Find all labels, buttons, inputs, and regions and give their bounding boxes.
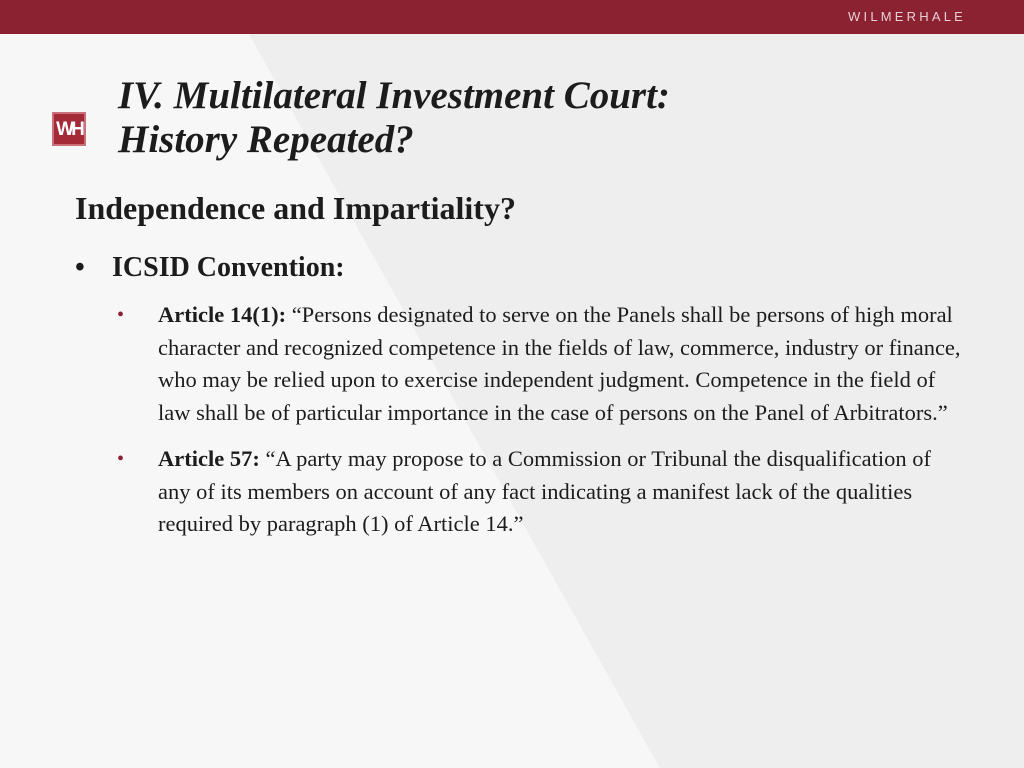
- article-list: [117, 299, 967, 555]
- article-item-14-1: [117, 299, 967, 429]
- header-bar: [0, 0, 1024, 34]
- slide-title: [118, 74, 670, 162]
- slide-subtitle: Independence and Impartiality?: [75, 190, 516, 226]
- logo-mark: WH: [56, 118, 82, 140]
- title-line-2: History Repeated?: [118, 118, 414, 161]
- section-label: ICSID Convention:: [112, 252, 345, 283]
- article-quote: “A party may propose to a Commission or Tribunal the disqualification of any of its members on account of any fact indicating a manifest lack of the qualities required by paragraph (1) of Article 14.”: [158, 446, 932, 536]
- bullet-icon: •: [117, 304, 125, 326]
- wh-logo-icon: [52, 112, 86, 146]
- article-ref: Article 57:: [158, 446, 266, 471]
- article-item-57: [117, 443, 967, 541]
- article-quote: “Persons designated to serve on the Panels shall be persons of high moral character and recognized competence in the fields of law, commerce, industry or finance, who may be relied upon to exercise independent judgment. Competence in the field of law shall be of particular importance in the case of persons on the Panel of Arbitrators.”: [158, 302, 961, 425]
- bullet-icon: •: [117, 448, 125, 470]
- bullet-icon: •: [75, 252, 85, 283]
- article-ref: Article 14(1):: [158, 302, 292, 327]
- brand-name: WILMERHALE: [848, 9, 966, 24]
- title-line-1: IV. Multilateral Investment Court:: [118, 74, 670, 117]
